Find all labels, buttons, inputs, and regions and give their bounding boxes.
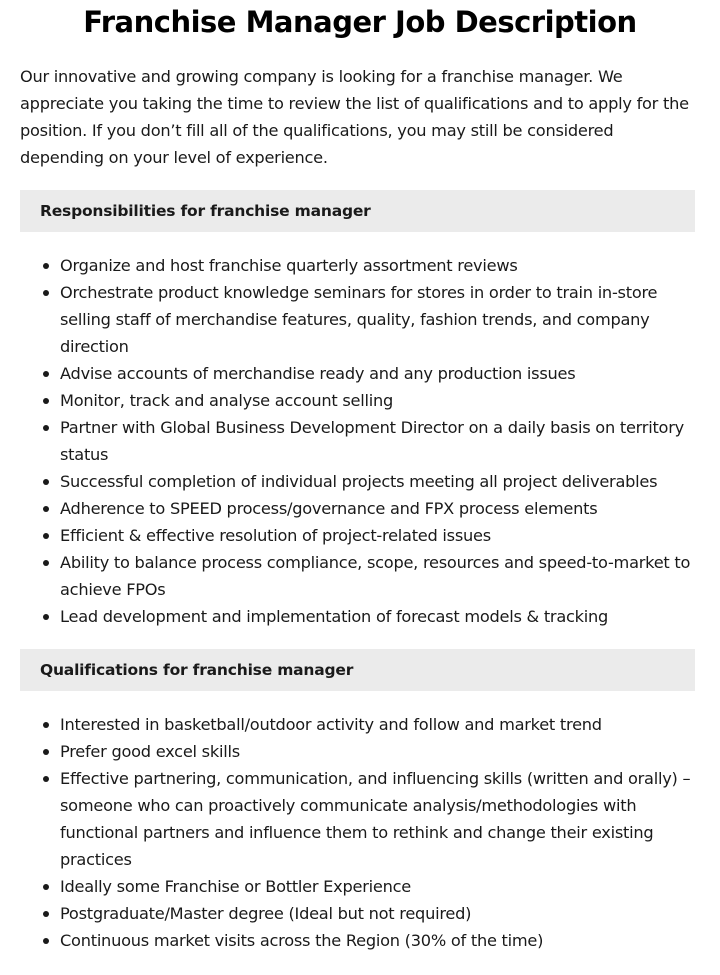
- list-item: Ability to balance process compliance, scope, resources and speed-to-market to achieve FPOs: [60, 549, 700, 603]
- list-item: Partner with Global Business Development Director on a daily basis on territory status: [60, 414, 700, 468]
- responsibilities-list: [20, 252, 700, 630]
- list-item: Lead development and implementation of forecast models & tracking: [60, 603, 700, 630]
- list-item: Ideally some Franchise or Bottler Experience: [60, 873, 700, 900]
- list-item: Continuous market visits across the Region (30% of the time): [60, 927, 700, 954]
- responsibilities-heading: Responsibilities for franchise manager: [20, 190, 695, 232]
- list-item: Adherence to SPEED process/governance and FPX process elements: [60, 495, 700, 522]
- list-item: Effective partnering, communication, and influencing skills (written and orally) –someone who can proactively communicate analysis/methodologies with functional partners and influence them to rethink and change their existing practices: [60, 765, 700, 873]
- list-item: Interested in basketball/outdoor activity and follow and market trend: [60, 711, 700, 738]
- list-item: Monitor, track and analyse account selling: [60, 387, 700, 414]
- list-item: Postgraduate/Master degree (Ideal but not required): [60, 900, 700, 927]
- page-title: Franchise Manager Job Description: [83, 5, 637, 39]
- list-item: Advise accounts of merchandise ready and any production issues: [60, 360, 700, 387]
- list-item: Efficient & effective resolution of project-related issues: [60, 522, 700, 549]
- list-item: Prefer good excel skills: [60, 738, 700, 765]
- list-item: Orchestrate product knowledge seminars for stores in order to train in-store selling staff of merchandise features, quality, fashion trends, and company direction: [60, 279, 700, 360]
- intro-paragraph: Our innovative and growing company is looking for a franchise manager. We appreciate you taking the time to review the list of qualifications and to apply for the position. If you don’t fill all of the qualifications, you may still be considered depending on your level of experience.: [20, 67, 689, 167]
- list-item: Successful completion of individual projects meeting all project deliverables: [60, 468, 700, 495]
- qualifications-list: [20, 711, 700, 954]
- list-item: Organize and host franchise quarterly assortment reviews: [60, 252, 700, 279]
- qualifications-heading: Qualifications for franchise manager: [20, 649, 695, 691]
